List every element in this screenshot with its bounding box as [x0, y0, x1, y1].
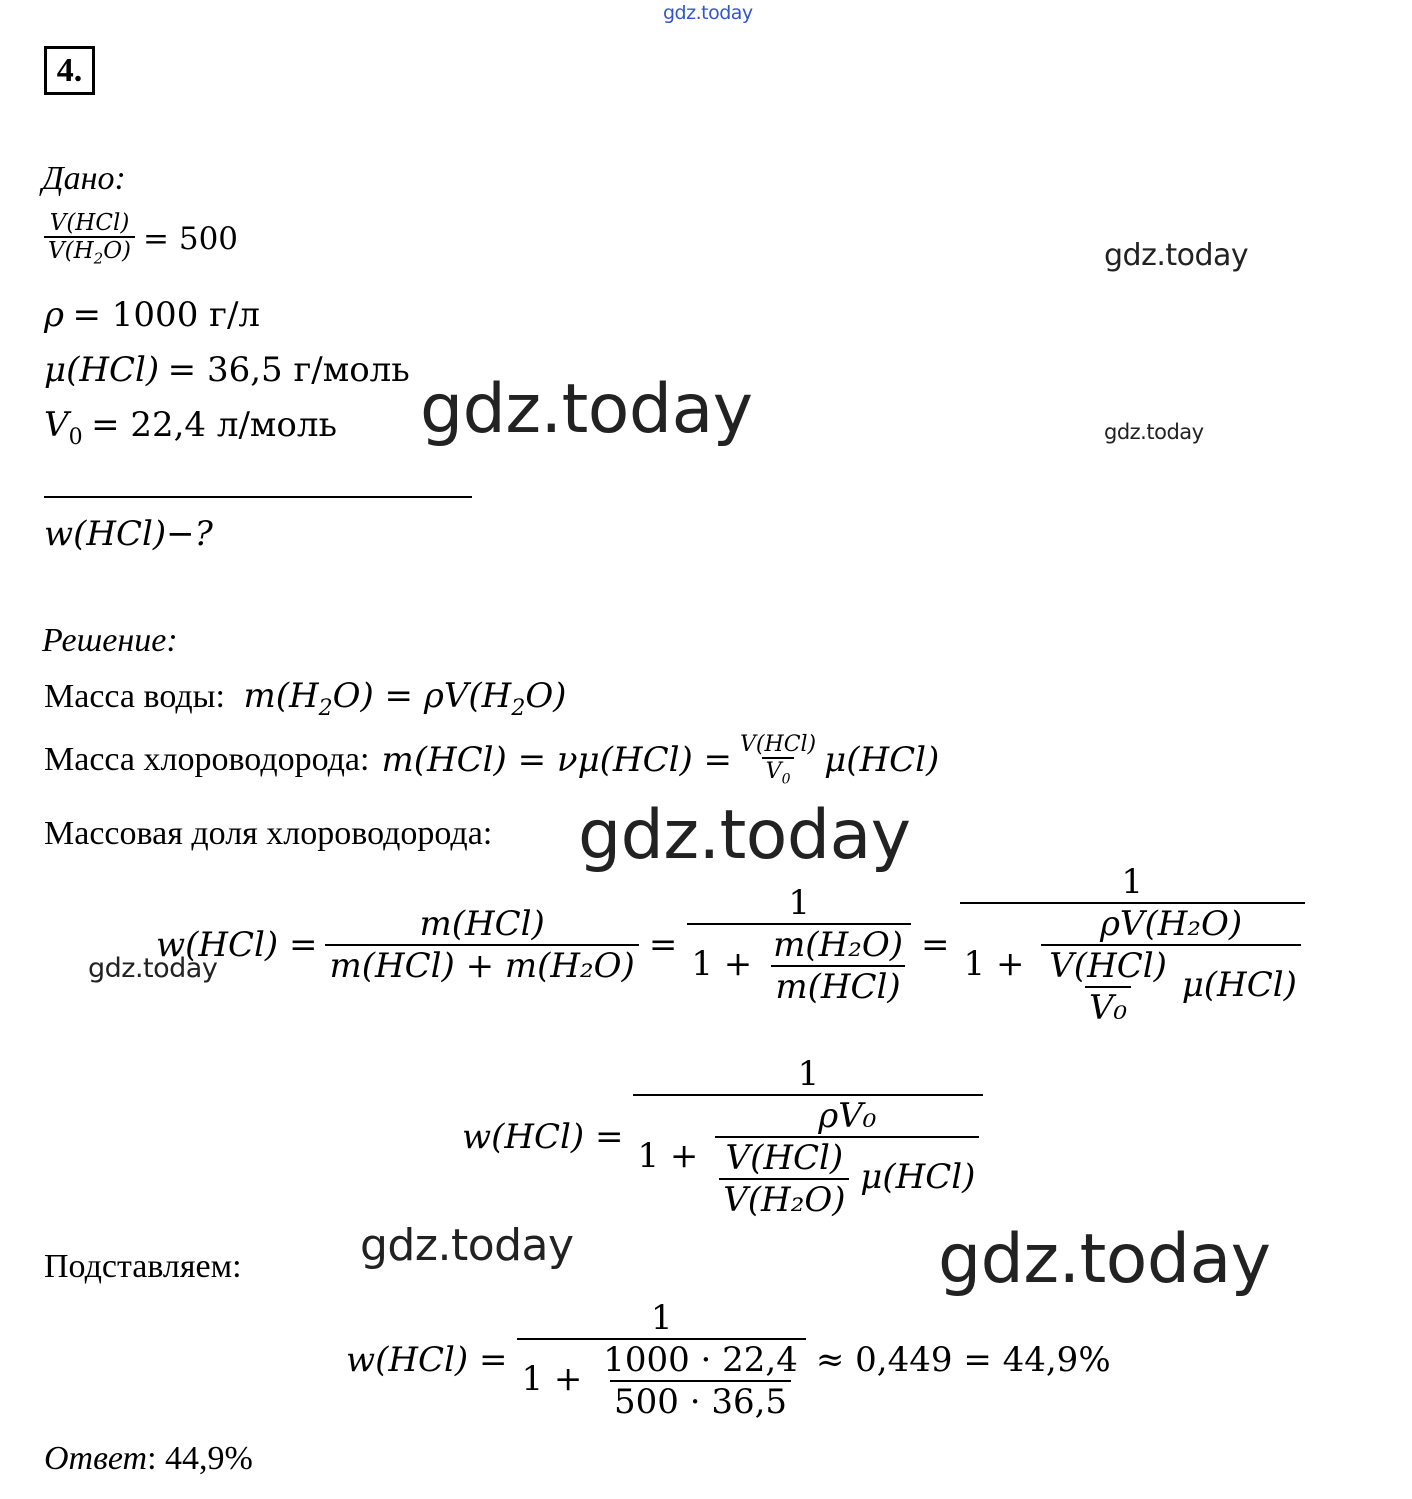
- substitute-label: Подставляем:: [44, 1248, 242, 1285]
- problem-number: 4.: [44, 46, 95, 95]
- given-molar-mass: μ(HCl) = 36,5 г/моль: [44, 350, 410, 390]
- watermark: gdz.today: [1104, 238, 1249, 273]
- solution-heading: Решение:: [42, 622, 178, 659]
- water-mass-line: Масса воды: $m(H_2O) = \rho V(H_2O)$: [44, 676, 567, 721]
- equation-2: w(HCl) = 1 1 + ρV₀ $\frac{\text{V(HCl)}}{\text{V(H₂O)}}$ μ(HCl): [462, 1054, 983, 1220]
- ratio-numerator: V(HCl): [49, 210, 130, 236]
- hcl-mass-line: Масса хлороводорода: m(HCl) = νμ(HCl) = $\frac{\text{V(HCl)}}{V_0}$ μ(HCl): [44, 732, 940, 788]
- given-ratio: [44, 210, 238, 268]
- watermark: gdz.today: [420, 370, 753, 449]
- ratio-denominator: $V(H_2O)$: [44, 236, 135, 268]
- equation-3: w(HCl) = 1 1 + $\frac{1000 \cdot 22,4}{500 \cdot 36,5}$ ≈ 0,449 = 44,9%: [346, 1298, 1111, 1422]
- watermark: gdz.today: [578, 796, 911, 875]
- watermark: gdz.today: [938, 1220, 1271, 1299]
- ratio-value: = 500: [143, 220, 239, 257]
- watermark: gdz.today: [1104, 420, 1204, 444]
- given-heading: Дано:: [42, 160, 126, 197]
- equation-1: w(HCl) = $\frac{\text{m(HCl)}}{\text{m(HCl) + m(H₂O)}}$ = 1 1 + $\frac{\text{m(H₂O)}}{\text{m(HCl)}}$ = 1 1 + ρV(H₂O) $\frac{\text{V(HCl)}}{\text{V₀}}$ μ(HCl): [156, 862, 1305, 1028]
- given-divider: [44, 496, 472, 498]
- given-molar-volume: $V_0 = 22,4$ л/моль: [44, 405, 337, 450]
- given-density: ρ = 1000 г/л: [44, 295, 260, 335]
- mass-fraction-label: Массовая доля хлороводорода:: [44, 815, 493, 852]
- watermark-top: gdz.today: [663, 2, 753, 24]
- watermark: gdz.today: [360, 1220, 574, 1271]
- watermark: gdz.today: [88, 953, 218, 984]
- answer-line: Ответ: 44,9%: [44, 1440, 253, 1477]
- find-target: w(HCl)−?: [44, 514, 213, 554]
